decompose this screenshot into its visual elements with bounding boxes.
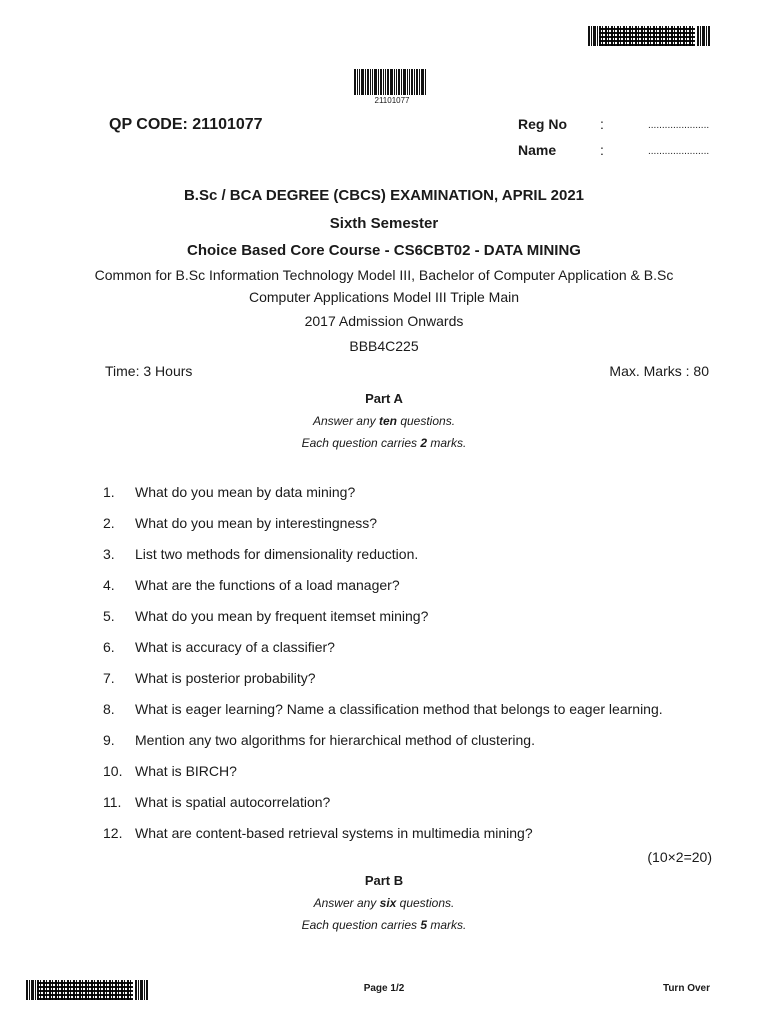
part-a-instruction-1 [0, 414, 768, 428]
question-item [103, 639, 335, 655]
question-item [103, 732, 535, 748]
question-text: What is BIRCH? [135, 763, 237, 779]
reg-no-field[interactable]: ...................... [648, 120, 710, 131]
part-a-instruction-2-post: marks. [427, 436, 467, 450]
exam-title: B.Sc / BCA DEGREE (CBCS) EXAMINATION, APRIL 2021 [183, 187, 585, 204]
question-item [103, 546, 418, 562]
question-number: 12. [103, 825, 123, 841]
question-item [103, 763, 237, 779]
part-a-instruction-2-bold: 2 [420, 436, 428, 450]
course-title: Choice Based Core Course - CS6CBT02 - DATA MINING [187, 242, 581, 259]
question-text: What do you mean by frequent itemset mining? [135, 608, 429, 624]
question-item [103, 608, 428, 624]
question-number: 9. [103, 732, 115, 748]
name-field[interactable]: ...................... [648, 146, 710, 157]
part-a-marks-total: (10×2=20) [647, 849, 712, 865]
question-item [103, 484, 355, 500]
reg-no-label: Reg No [518, 116, 567, 132]
part-b-instruction-2-pre: Each question carries [301, 918, 421, 932]
part-a-instruction-2-pre: Each question carries [301, 436, 421, 450]
part-b-instruction-2-bold: 5 [420, 918, 428, 932]
name-label: Name [518, 142, 557, 158]
qp-code: QP CODE: 21101077 [109, 116, 263, 133]
part-a-title: Part A [365, 391, 403, 406]
question-number: 11. [103, 794, 122, 810]
name-colon: : [600, 142, 604, 158]
question-number: 7. [103, 670, 115, 686]
part-b-instruction-1-pre: Answer any [313, 896, 380, 910]
question-text: What is accuracy of a classifier? [135, 639, 335, 655]
semester: Sixth Semester [329, 215, 439, 232]
barcode-number: 21101077 [374, 96, 410, 105]
part-a-instruction-1-pre: Answer any [312, 414, 379, 428]
part-b-instruction-1-bold: six [379, 896, 397, 910]
question-item [103, 577, 400, 593]
turn-over: Turn Over [662, 983, 710, 994]
reg-no-colon: : [600, 116, 604, 132]
question-number: 10. [103, 763, 123, 779]
question-item [103, 670, 316, 686]
question-number: 8. [103, 701, 115, 717]
question-item [103, 825, 533, 841]
question-text: What is spatial autocorrelation? [135, 794, 331, 810]
question-text: What are content-based retrieval systems in multimedia mining? [135, 825, 533, 841]
part-b-title: Part B [364, 873, 404, 888]
question-text: List two methods for dimensionality reduction. [135, 546, 419, 562]
part-b-instruction-2 [0, 918, 768, 932]
part-b-instruction-1-post: questions. [396, 896, 455, 910]
part-a-instruction-1-post: questions. [396, 414, 456, 428]
question-item [103, 515, 377, 531]
part-a-instruction-2 [0, 436, 768, 450]
question-number: 1. [103, 484, 115, 500]
question-number: 6. [103, 639, 115, 655]
part-b-instruction-2-post: marks. [427, 918, 467, 932]
question-item [103, 701, 663, 717]
paper-code: BBB4C225 [349, 338, 419, 354]
page-number: Page 1/2 [363, 983, 405, 994]
question-text: What are the functions of a load manager? [135, 577, 400, 593]
question-item [103, 794, 330, 810]
part-b-instruction-1 [0, 896, 768, 910]
question-text: What do you mean by data mining? [135, 484, 356, 500]
question-text: What do you mean by interestingness? [135, 515, 378, 531]
part-a-instruction-1-bold: ten [378, 414, 397, 428]
common-line-1: Common for B.Sc Information Technology Model III, Bachelor of Computer Application & B.Sc [94, 267, 674, 283]
question-number: 4. [103, 577, 115, 593]
time-allowed: Time: 3 Hours [105, 363, 193, 379]
admission-line: 2017 Admission Onwards [304, 313, 464, 329]
common-line-2: Computer Applications Model III Triple Main [248, 289, 519, 305]
top-right-barcode [588, 26, 718, 46]
question-number: 2. [103, 515, 115, 531]
question-number: 5. [103, 608, 115, 624]
question-number: 3. [103, 546, 115, 562]
question-text: What is eager learning? Name a classification method that belongs to eager learning. [135, 701, 663, 717]
max-marks: Max. Marks : 80 [609, 363, 709, 379]
question-text: What is posterior probability? [135, 670, 316, 686]
center-barcode [354, 69, 430, 95]
question-text: Mention any two algorithms for hierarchical method of clustering. [135, 732, 535, 748]
